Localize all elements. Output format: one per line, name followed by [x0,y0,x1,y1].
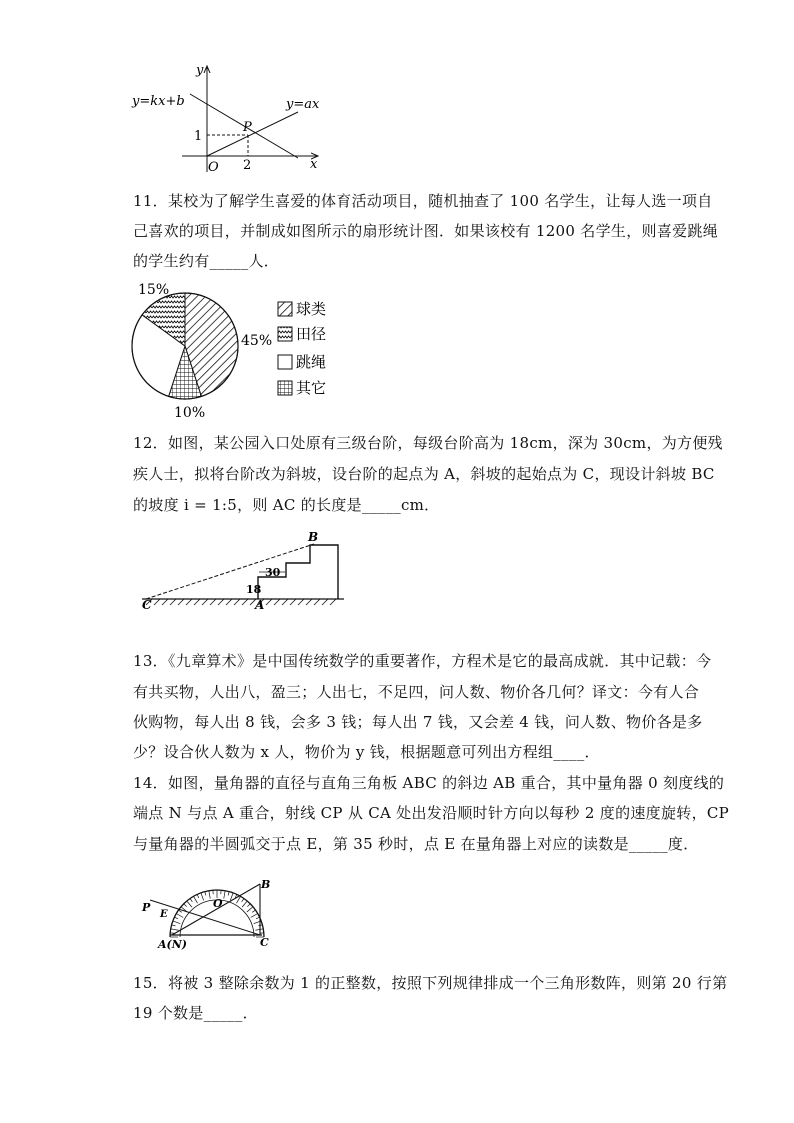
point-b-label: B [261,878,271,891]
q13-line1: 13．《九章算术》是中国传统数学的重要著作，方程术是它的最高成就．其中记载：今 [133,652,712,670]
q13-line4: 少？设合伙人数为 x 人，物价为 y 钱，根据题意可列出方程组____． [133,743,600,761]
point-b-label: B [308,530,319,544]
q14-protractor-figure [140,862,290,952]
q12-line3: 的坡度 i = 1:5，则 AC 的长度是_____cm． [133,496,440,514]
origin-label: O [208,160,219,175]
data-label-field: 15% [138,282,170,298]
legend [278,300,326,397]
point-c-label: C [260,936,269,949]
legend-swatch-ball [278,302,292,316]
legend-label-ball: 球类 [296,300,327,318]
q11-line2: 己喜欢的项目，并制成如图所示的扇形统计图．如果该校有 1200 名学生，则喜爱跳绳 [133,222,719,240]
legend-swatch-field [278,327,292,341]
q12-slope-figure [138,530,358,612]
q14-line1: 14．如图，量角器的直径与直角三角板 ABC 的斜边 AB 重合，其中量角器 0 刻度线的 [133,774,725,792]
q15-line1: 15．将被 3 整除余数为 1 的正整数，按照下列规律排成一个三角形数阵，则第 20 行第 [133,974,728,992]
slope-line [146,544,314,599]
q12-line2: 疾人士，拟将台阶改为斜坡，设台阶的起点为 A，斜坡的起始点为 C，现设计斜坡 BC [133,465,715,483]
q12-line1: 12．如图，某公园入口处原有三级台阶，每级台阶高为 18cm，深为 30cm，为方便残 [133,434,723,452]
x-axis-label: x [310,157,318,172]
ground-hatching [146,599,336,605]
point-e-label: E [160,909,168,920]
legend-swatch-other [278,381,292,395]
point-p-label: P [142,901,151,914]
q10-coordinate-figure [130,60,330,175]
line-kx-b-label: y=kx+b [132,94,185,109]
line-ax-label: y=ax [286,97,320,112]
legend-label-field: 田径 [296,325,327,343]
point-o-label: O [213,897,223,910]
y-tick-label: 1 [194,129,203,144]
point-c-label: C [142,598,152,612]
q13-line2: 有共买物，人出八，盈三；人出七，不足四，问人数、物价各几何？译文：今有人合 [133,683,700,701]
q14-line3: 与量角器的半圆弧交于点 E，第 35 秒时，点 E 在量角器上对应的读数是_____度． [133,835,699,853]
y-axis-label: y [196,63,204,78]
q11-line3: 的学生约有_____人． [133,252,280,270]
q13-line3: 伙购物，每人出 8 钱，会多 3 钱；每人出 7 钱，又会差 4 钱，问人数、物价各是多 [133,713,703,731]
point-p-label: P [243,120,252,135]
legend-label-other: 其它 [296,379,327,397]
q15-line2: 19 个数是_____． [133,1004,258,1022]
point-an-label: A(N) [158,938,187,951]
pie-chart [128,280,348,422]
x-tick-label: 2 [243,158,252,173]
legend-label-rope: 跳绳 [296,353,327,371]
data-label-other: 10% [174,405,206,421]
height-label: 18 [246,583,262,596]
q14-line2: 端点 N 与点 A 重合，射线 CP 从 CA 处出发沿顺时针方向以每秒 2 度的速度旋转，CP [133,804,730,822]
q11-line1: 11．某校为了解学生喜爱的体育活动项目，随机抽查了 100 名学生，让每人选一项自 [133,192,713,210]
legend-swatch-rope [278,355,292,369]
point-a-label: A [255,598,265,612]
data-label-ball: 45% [241,333,273,349]
depth-label: 30 [265,566,281,579]
